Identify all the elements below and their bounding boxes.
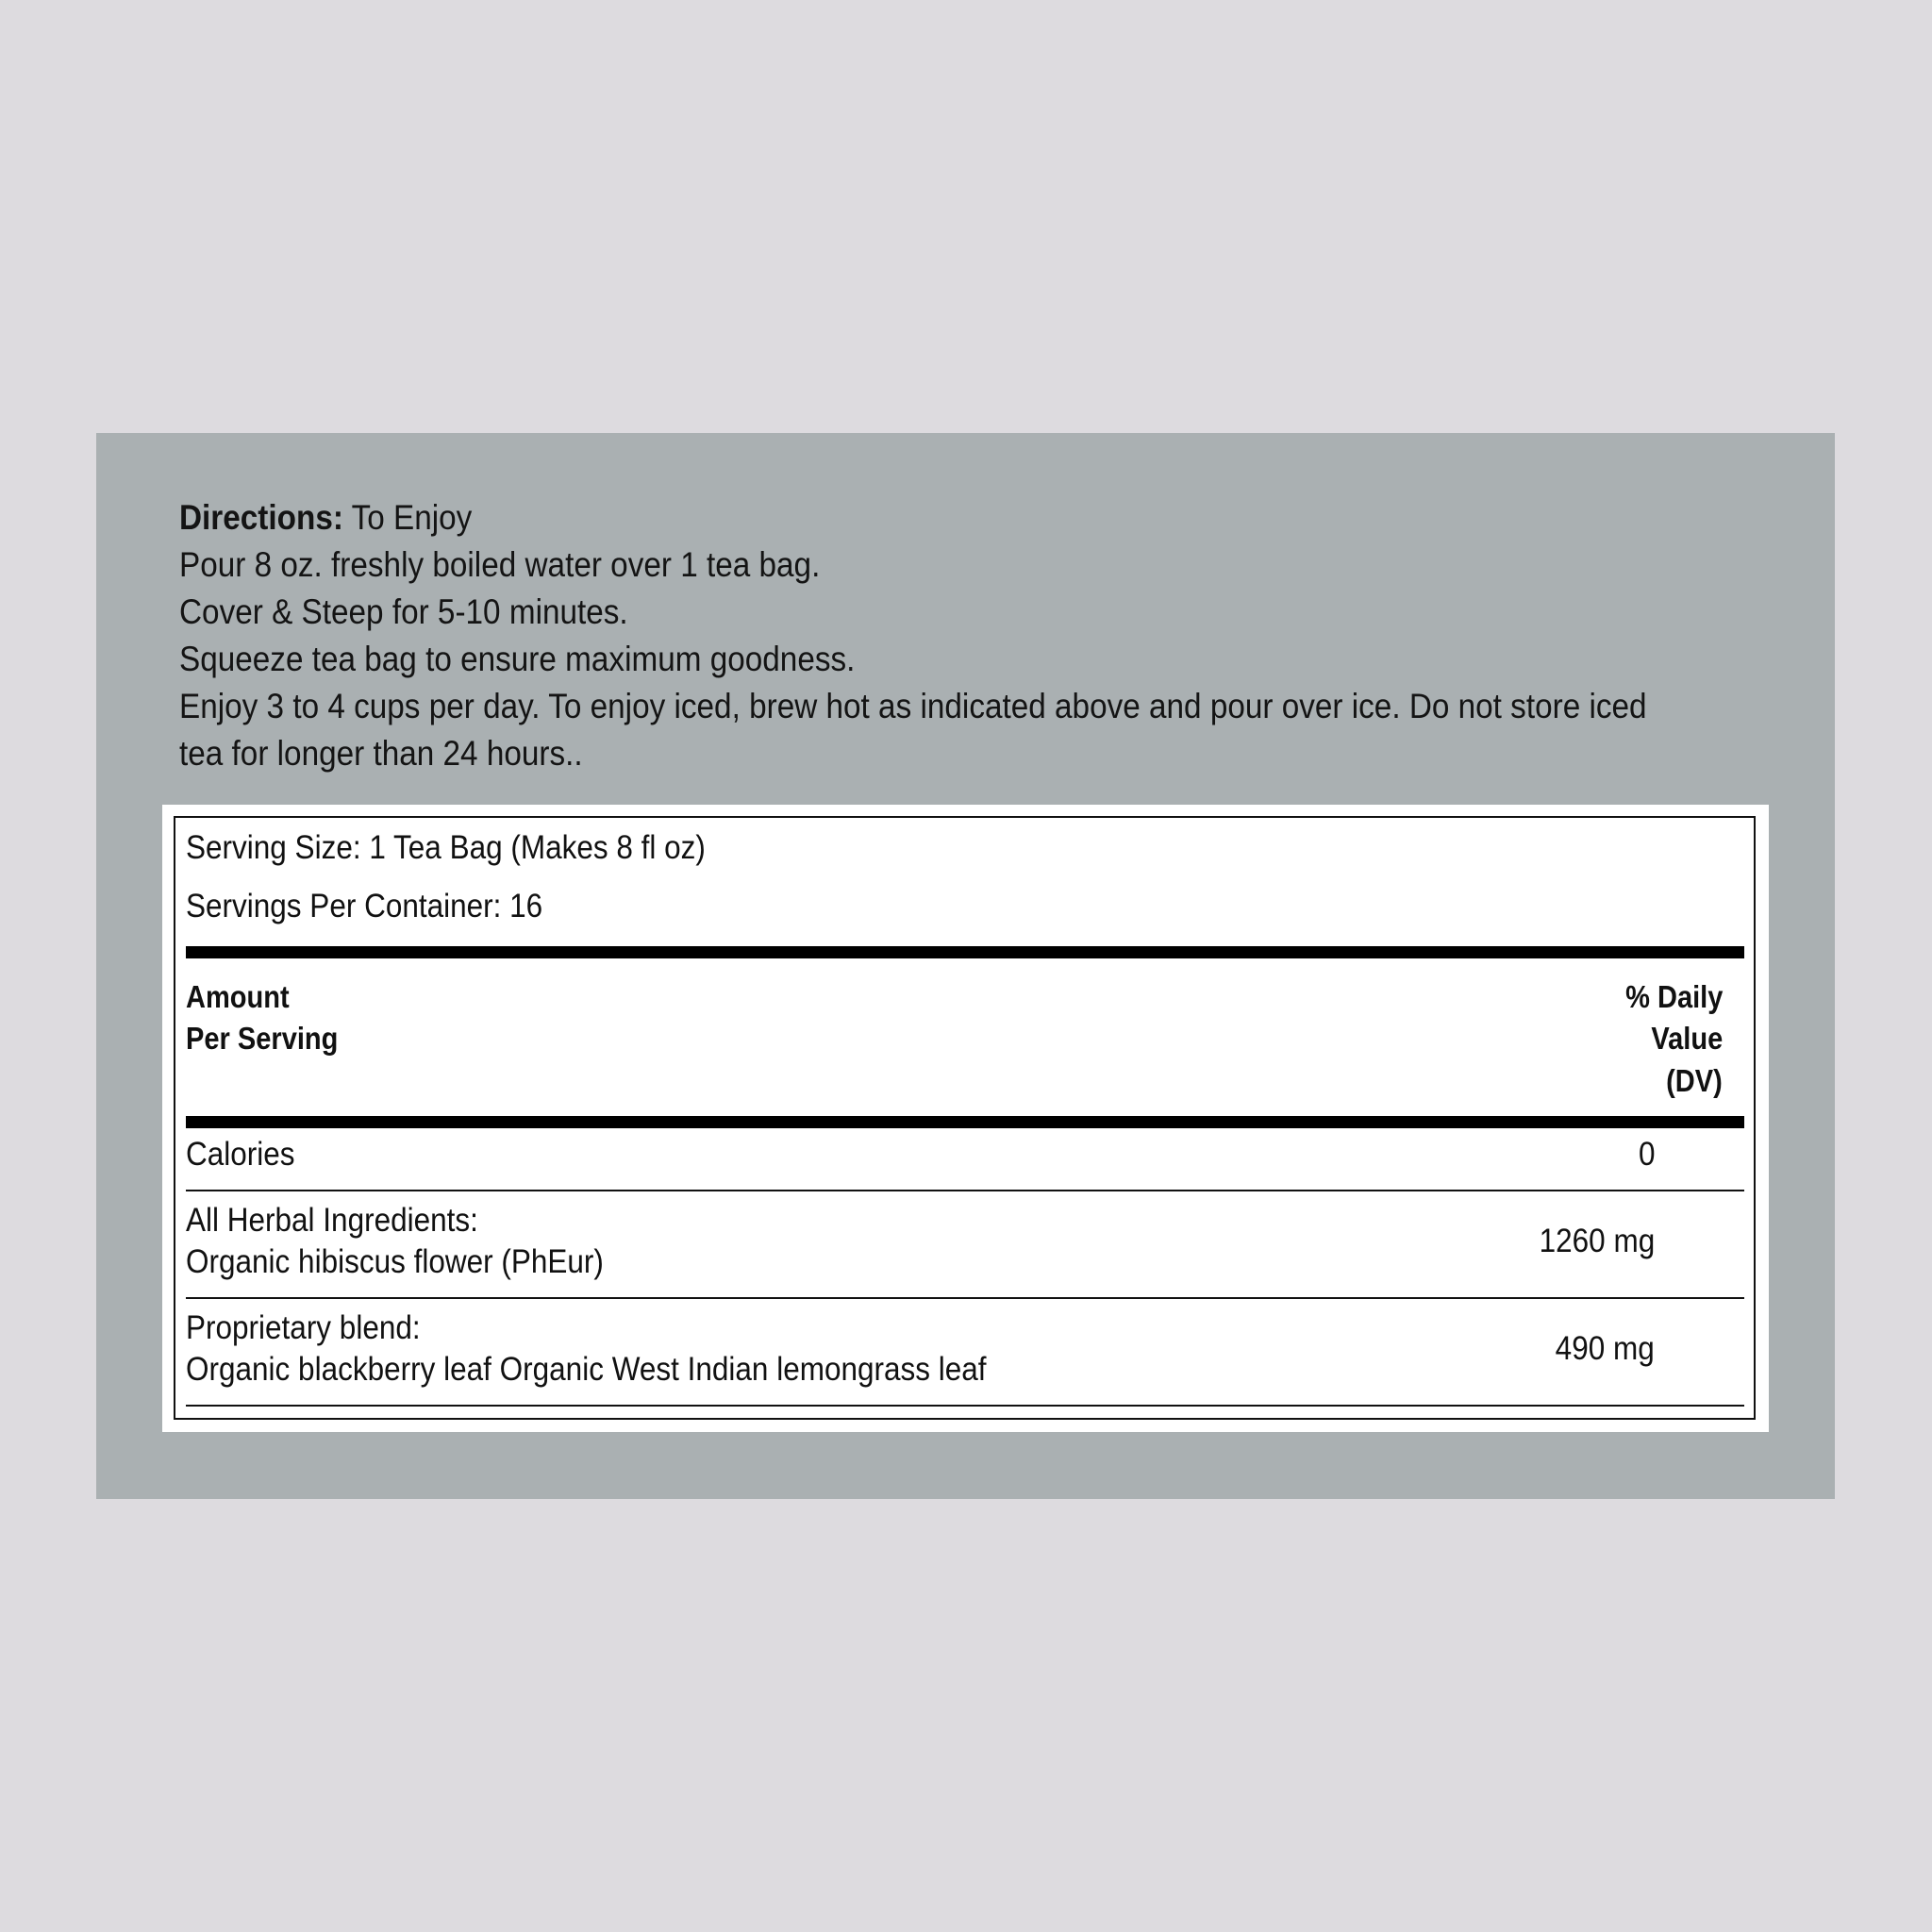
daily-value-header-dv: (DV) <box>1666 1063 1723 1098</box>
serving-size: Serving Size: 1 Tea Bag (Makes 8 fl oz) <box>186 829 706 866</box>
calories-label: Calories <box>186 1136 295 1173</box>
directions-heading: Directions: <box>179 498 343 537</box>
calories-amount: 0 <box>1638 1136 1655 1173</box>
herbal-amount: 1260 mg <box>1539 1223 1655 1259</box>
directions-line: Pour 8 oz. freshly boiled water over 1 tea bag. <box>179 545 821 584</box>
row-divider <box>186 1405 1744 1407</box>
directions-line: Enjoy 3 to 4 cups per day. To enjoy iced, brew hot as indicated above and pour over ice. Do not store iced <box>179 687 1647 725</box>
per-serving-header: Per Serving <box>186 1021 339 1056</box>
blend-amount: 490 mg <box>1555 1330 1655 1367</box>
directions-block <box>179 494 1745 777</box>
directions-intro: To Enjoy <box>342 498 473 537</box>
proprietary-blend-label: Proprietary blend: <box>186 1309 421 1346</box>
daily-value-header-value: Value <box>1651 1021 1723 1056</box>
directions-line: Squeeze tea bag to ensure maximum goodness. <box>179 640 856 678</box>
directions-title-line <box>179 494 1745 541</box>
row-divider <box>186 1190 1744 1191</box>
herbal-ingredients-label: All Herbal Ingredients: <box>186 1202 478 1239</box>
row-divider <box>186 1297 1744 1299</box>
amount-header: Amount <box>186 979 290 1014</box>
directions-line: tea for longer than 24 hours.. <box>179 734 583 773</box>
hibiscus-ingredient: Organic hibiscus flower (PhEur) <box>186 1243 604 1280</box>
directions-line: Cover & Steep for 5-10 minutes. <box>179 592 628 631</box>
daily-value-header: % Daily <box>1624 979 1723 1014</box>
thick-divider <box>186 946 1744 958</box>
thick-divider <box>186 1116 1744 1128</box>
servings-per-container: Servings Per Container: 16 <box>186 888 543 924</box>
blend-ingredients: Organic blackberry leaf Organic West Indian lemongrass leaf <box>186 1351 987 1388</box>
